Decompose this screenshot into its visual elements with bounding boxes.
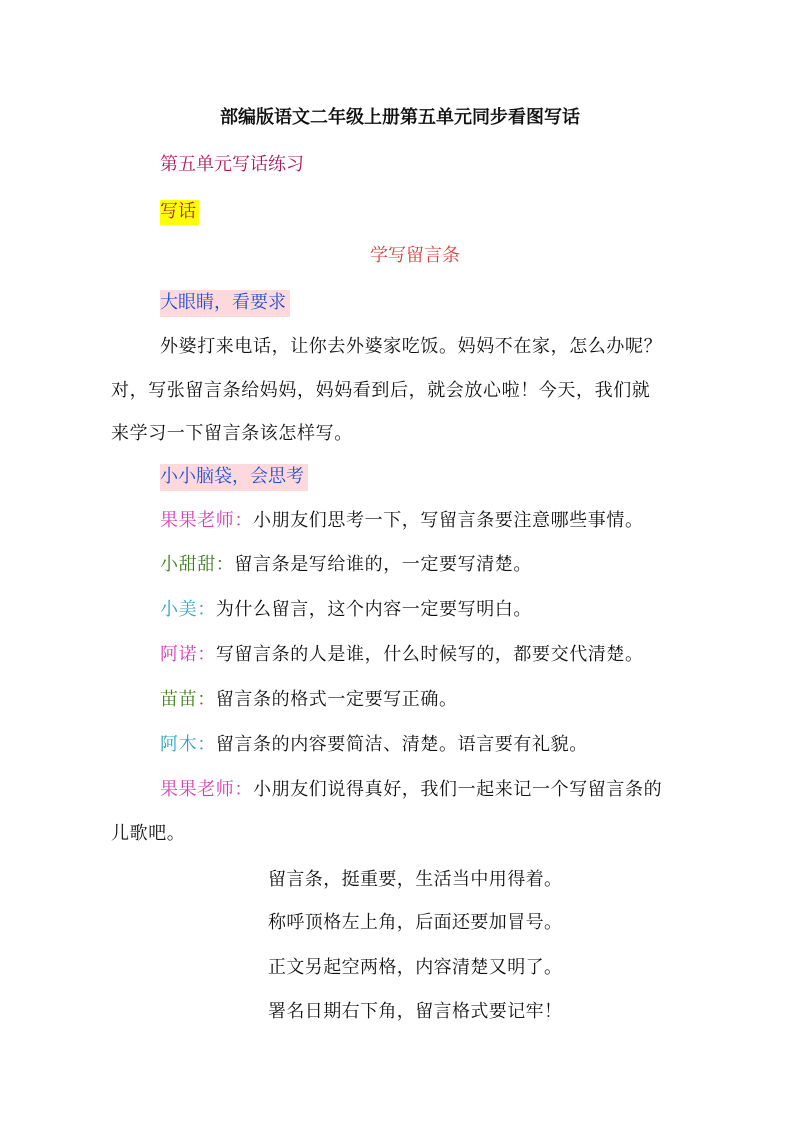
intro-paragraph-line-3: 来学习一下留言条该怎样写。 bbox=[111, 423, 353, 444]
dialogue-text: 小朋友们思考一下，写留言条要注意哪些事情。 bbox=[253, 510, 644, 531]
section-heading-requirements: 大眼睛，看要求 bbox=[160, 290, 290, 317]
intro-paragraph-line-2: 对，写张留言条给妈妈，妈妈看到后，就会放心啦！今天，我们就 bbox=[111, 380, 651, 401]
dialogue-line bbox=[160, 689, 458, 711]
lesson-subtitle: 学写留言条 bbox=[370, 245, 460, 266]
dialogue-line bbox=[160, 510, 644, 532]
poem-line: 正文另起空两格，内容清楚又明了。 bbox=[268, 957, 563, 978]
dialogue-line bbox=[160, 554, 532, 576]
dialogue-line bbox=[160, 644, 644, 666]
speaker-name: 小甜甜： bbox=[160, 554, 235, 575]
dialogue-text: 留言条是写给谁的，一定要写清楚。 bbox=[234, 554, 533, 575]
document-title: 部编版语文二年级上册第五单元同步看图写话 bbox=[220, 107, 580, 128]
dialogue-text: 为什么留言，这个内容一定要写明白。 bbox=[215, 599, 533, 620]
dialogue-line-continuation: 儿歌吧。 bbox=[111, 823, 186, 844]
dialogue-text: 写留言条的人是谁，什么时候写的，都要交代清楚。 bbox=[215, 644, 644, 665]
speaker-name: 苗苗： bbox=[160, 689, 216, 710]
dialogue-line bbox=[160, 599, 532, 621]
speaker-name: 果果老师： bbox=[160, 779, 253, 800]
poem-line: 署名日期右下角，留言格式要记牢！ bbox=[268, 1001, 563, 1022]
intro-paragraph-line-1: 外婆打来电话，让你去外婆家吃饭。妈妈不在家，怎么办呢？ bbox=[160, 336, 663, 357]
speaker-name: 果果老师： bbox=[160, 510, 253, 531]
speaker-name: 阿诺： bbox=[160, 644, 216, 665]
poem-line: 称呼顶格左上角，后面还要加冒号。 bbox=[268, 912, 563, 933]
dialogue-line bbox=[160, 734, 588, 756]
poem-line: 留言条，挺重要，生活当中用得着。 bbox=[268, 869, 563, 890]
section-heading-thinking: 小小脑袋，会思考 bbox=[160, 464, 308, 491]
unit-heading: 第五单元写话练习 bbox=[160, 154, 304, 175]
dialogue-line bbox=[160, 779, 662, 801]
dialogue-text: 小朋友们说得真好，我们一起来记一个写留言条的 bbox=[253, 779, 663, 800]
speaker-name: 阿木： bbox=[160, 734, 216, 755]
writing-tag: 写话 bbox=[160, 200, 199, 225]
dialogue-text: 留言条的内容要简洁、清楚。语言要有礼貌。 bbox=[215, 734, 588, 755]
speaker-name: 小美： bbox=[160, 599, 216, 620]
dialogue-text: 留言条的格式一定要写正确。 bbox=[215, 689, 458, 710]
